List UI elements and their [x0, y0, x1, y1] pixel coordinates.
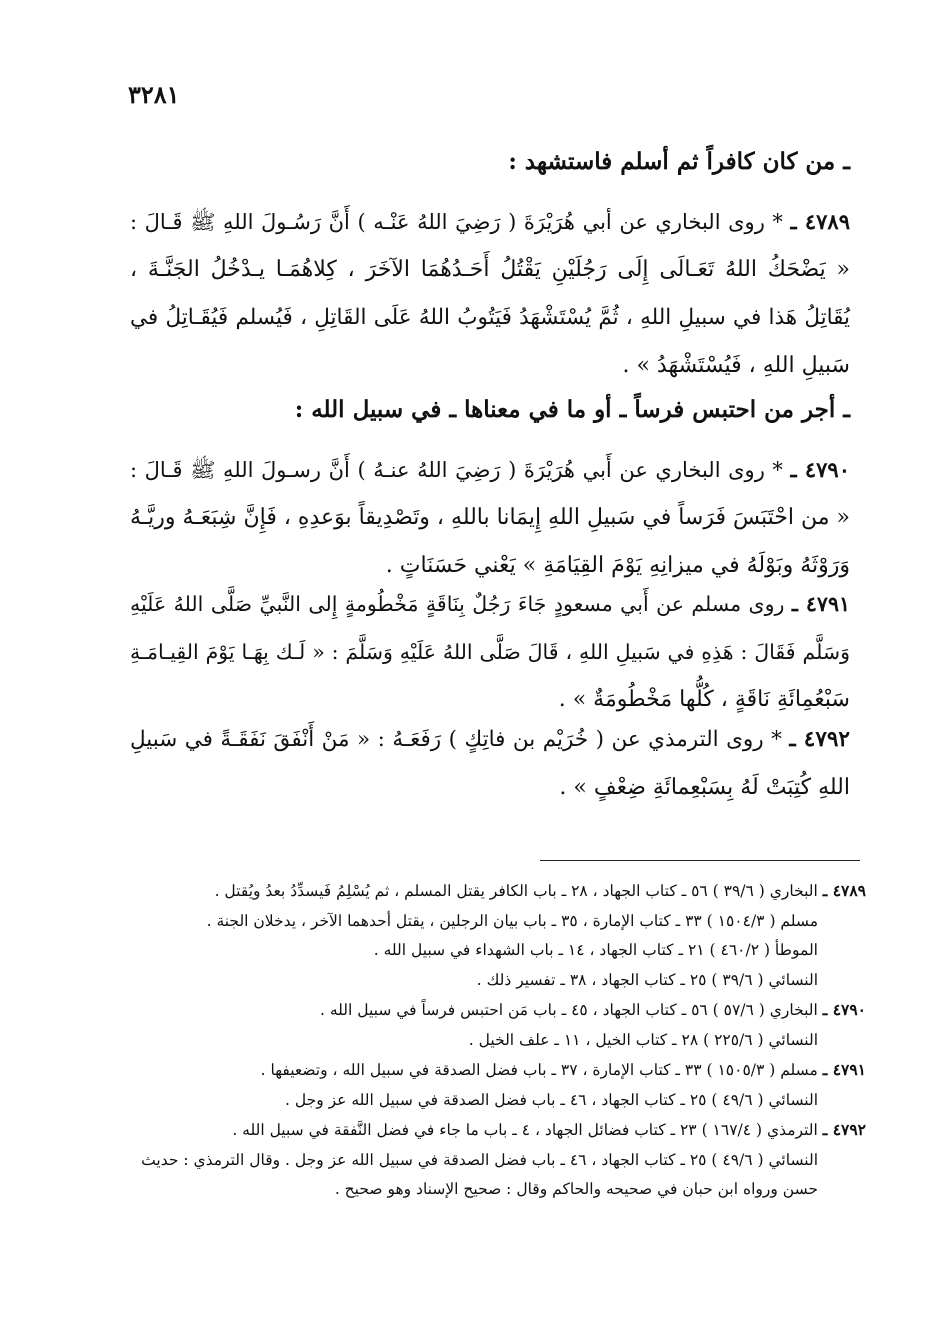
hadith-4790	[130, 446, 850, 590]
hadith-line: وَسَلَّم فَقَالَ : هَذِهِ في سَبيلِ اللهِ ، قَالَ صَلَّى اللهُ عَلَيْهِ وَسَلَّمَ : « لَـك بِهَـا يَوْمَ القِيـامَـةِ	[130, 640, 850, 664]
hadith-4791	[130, 580, 850, 724]
hadith-number: ٤٧٩٠ ـ	[790, 457, 850, 482]
footnote: ٤٧٩٢ ـ الترمذي ( ١٦٧/٤ ) ٢٣ ـ كتاب فضائل الجهاد ، ٤ ـ باب ما جاء في فضل النَّفقة في سبيل الله .	[232, 1120, 866, 1139]
hadith-line: وَرَوْثَهُ وبَوْلَهُ في ميزانِهِ يَوْمَ القِيَامَةِ » يَعْني حَسَنَاتٍ .	[385, 553, 850, 578]
footnote: النسائي ( ٤٩/٦ ) ٢٥ ـ كتاب الجهاد ، ٤٦ ـ باب فضل الصدقة في سبيل الله عز وجل .	[285, 1090, 818, 1109]
footnote-separator	[540, 860, 860, 861]
hadith-line: ٤٧٩٢ ـ * روى الترمذي عن ( خُرَيْم بن فاتِكٍ ) رَفَعَـهُ : « مَنْ أَنْفَقَ نَفَقَـةً في سَبيلِ	[130, 727, 850, 752]
section-heading: ـ من كان كافراً ثم أسلم فاستشهد :	[508, 148, 850, 175]
section-heading: ـ أجر من احتبس فرساً ـ أو ما في معناها ـ في سبيل الله :	[294, 396, 850, 423]
hadith-number: ٤٧٩٢ ـ	[789, 727, 850, 752]
footnote: ٤٧٩٠ ـ البخاري ( ٥٧/٦ ) ٥٦ ـ كتاب الجهاد ، ٤٥ ـ باب مَن احتبس فرساً في سبيل الله .	[319, 1000, 866, 1019]
footnotes	[140, 876, 866, 1205]
footnote-number: ٤٧٩٠ ـ	[822, 1000, 866, 1019]
footnote: مسلم ( ١٥٠٤/٣ ) ٣٣ ـ كتاب الإمارة ، ٣٥ ـ باب بيان الرجلين ، يقتل أحدهما الآخر ، يدخلان الجنة .	[206, 911, 818, 930]
hadith-number: ٤٧٩١ ـ	[791, 592, 850, 616]
footnote: النسائي ( ٤٩/٦ ) ٢٥ ـ كتاب الجهاد ، ٤٦ ـ باب فضل الصدقة في سبيل الله عز وجل . وقال الترمذي : حديث	[141, 1150, 818, 1169]
hadith-number: ٤٧٨٩ ـ	[790, 209, 850, 234]
hadith-line: ٤٧٩١ ـ روى مسلم عن أَبي مسعودٍ جَاءَ رَجُلٌ بِنَاقَةٍ مَخْطُومةٍ إِلى النَّبيِّ صَلَّى اللهُ عَلَيْهِ	[130, 592, 850, 616]
footnote: حسن ورواه ابن حبان في صحيحه والحاكم وقال : صحيح الإسناد وهو صحيح .	[334, 1180, 818, 1198]
footnote: الموطأ ( ٤٦٠/٢ ) ٢١ ـ كتاب الجهاد ، ١٤ ـ باب الشهداء في سبيل الله .	[373, 941, 818, 959]
hadith-line: « من احْتَبَسَ فَرَساً في سَبيلِ اللهِ إِيمَانا باللهِ ، وتَصْدِيقاً بوَعدِهِ ، فَإِنَّ شِبَعَـهُ وريَّـهُ	[129, 505, 850, 530]
footnote: النسائي ( ٢٢٥/٦ ) ٢٨ ـ كتاب الخيل ، ١١ ـ علف الخيل .	[468, 1030, 818, 1049]
footnote-number: ٤٧٩١ ـ	[822, 1060, 866, 1079]
hadith-line: ٤٧٩٠ ـ * روى البخاري عن أَبي هُرَيْرَةَ ( رَضِيَ اللهُ عنـهُ ) أَنَّ رسـولَ اللهِ ﷺ قَـالَ :	[130, 457, 850, 482]
hadith-4792	[130, 716, 850, 812]
hadith-4789	[130, 198, 850, 390]
hadith-line: يُقَاتِلُ هَذا في سبيلِ اللهِ ، ثُمَّ يُسْتَشْهَدُ فَيَتُوبُ اللهُ عَلَى القَاتِلِ ، فَيُسلم فَيُقَـاتِلُ في	[130, 305, 850, 330]
page-number: ٣٢٨١	[128, 80, 180, 109]
footnote: ٤٧٩١ ـ مسلم ( ١٥٠٥/٣ ) ٣٣ ـ كتاب الإمارة ، ٣٧ ـ باب فضل الصدقة في سبيل الله ، وتضعيفها .	[260, 1060, 866, 1079]
footnote: ٤٧٨٩ ـ البخاري ( ٣٩/٦ ) ٥٦ ـ كتاب الجهاد ، ٢٨ ـ باب الكافر يقتل المسلم ، ثم يُسْلِمُ فَيسدِّدُ بعدُ ويُقتل .	[214, 881, 866, 900]
footnote-number: ٤٧٩٢ ـ	[822, 1120, 866, 1139]
hadith-line: ٤٧٨٩ ـ * روى البخاري عن أبي هُرَيْرَةَ ( رَضِيَ اللهُ عَنْـه ) أَنَّ رَسُـولَ اللهِ ﷺ قَـالَ :	[130, 209, 850, 234]
hadith-line: اللهِ كُتِبَتْ لَهُ بِسَبْعِمائَةِ ضِعْفٍ » .	[559, 775, 850, 800]
footnote: النسائي ( ٣٩/٦ ) ٢٥ ـ كتاب الجهاد ، ٣٨ ـ تفسير ذلك .	[476, 970, 818, 989]
footnote-number: ٤٧٨٩ ـ	[822, 881, 866, 900]
hadith-line: سَبْعُمِائَةِ نَاقَةٍ ، كُلُّها مَخْطُومَةٌ » .	[558, 687, 850, 712]
hadith-line: « يَضْحَكُ اللهُ تَعَـالَى إِلَى رَجُلَيْنِ يَقْتُلُ أَحَـدُهُمَا الآخَرَ ، كِلاهُمَـا يـدْخُلُ الجَنَّـةَ ،	[130, 257, 850, 282]
hadith-line: سَبيلِ اللهِ ، فَيُسْتَشْهَدُ » .	[622, 353, 850, 378]
